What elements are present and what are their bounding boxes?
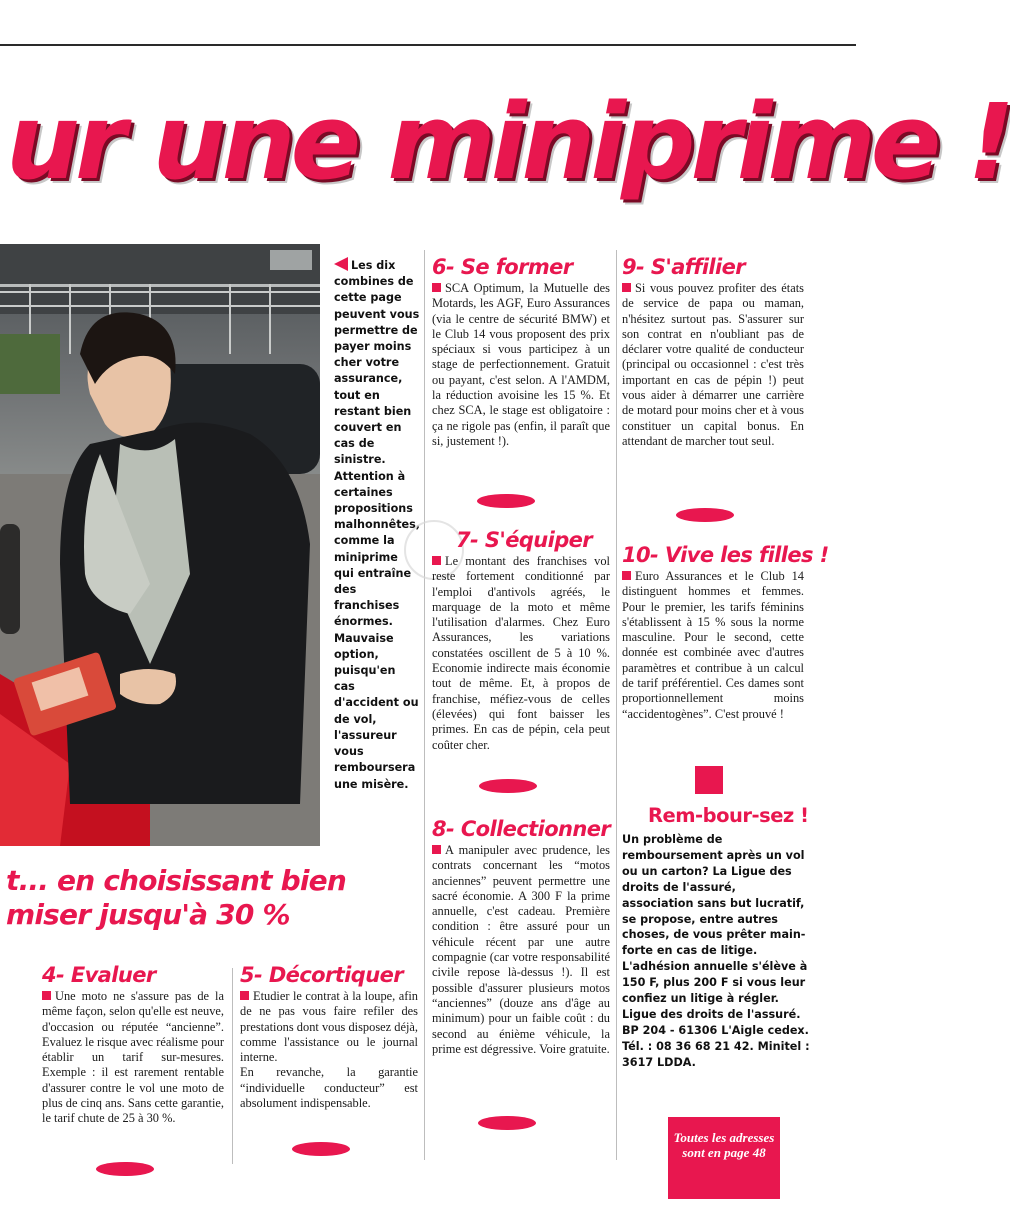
section-5	[240, 963, 418, 1111]
bullet-icon	[622, 571, 631, 580]
section-7-title: 7- S'équiper	[456, 528, 593, 552]
section-5-title: 5- Décortiquer	[240, 963, 403, 987]
section-4-title: 4- Evaluer	[42, 963, 156, 987]
photo-caption	[334, 257, 420, 793]
addresses-box: Toutes les adresses sont en page 48	[668, 1117, 780, 1199]
section-4	[42, 963, 224, 1127]
bullet-icon	[42, 991, 51, 1000]
rembourse-body: Un problème de remboursement après un vol ou un carton? La Ligue des droits de l'assuré, association sans but lucratif, se propose, entre autres choses, de vous prêter main-forte en cas de litige. L'adhésion annuelle s'élève à 150 F, plus 200 F si vous leur confiez un litige à régler. Ligue des droits de l'assuré. BP 204 - 61306 L'Aigle cedex. Tél. : 08 36 68 21 42. Minitel : 3617 LDDA.	[622, 833, 810, 1069]
section-10-title: 10- Vive les filles !	[622, 543, 829, 567]
section-6-title: 6- Se former	[432, 255, 573, 279]
bullet-icon	[432, 283, 441, 292]
section-7	[432, 528, 610, 753]
section-8-title: 8- Collectionner	[432, 817, 611, 841]
section-5-body: Etudier le contrat à la loupe, afin de ne pas vous faire refiler des prestations dont vous disposez déjà, comme l'assistance ou le journal interne. En revanche, la garantie “individuelle conducteur” est absolument indispensable.	[240, 989, 418, 1111]
bullet-icon	[240, 991, 249, 1000]
section-subhead	[6, 864, 426, 932]
rembourse-phone: Tél. : 08 36 68 21 42.	[622, 1039, 754, 1053]
caption-arrow-icon	[334, 257, 348, 271]
column-divider	[616, 250, 617, 1160]
subhead-line-2: miser jusqu'à 30 %	[6, 898, 290, 931]
bullet-icon	[432, 556, 441, 565]
section-separator	[96, 1162, 154, 1176]
section-9-title: 9- S'affilier	[622, 255, 746, 279]
bullet-icon	[432, 845, 441, 854]
rider-photo-illustration	[0, 244, 320, 846]
rembourse-sidebar	[622, 804, 810, 1071]
section-separator	[479, 779, 537, 793]
rembourse-minitel: Minitel : 3617 LDDA.	[622, 1039, 810, 1069]
page-headline: ur une miniprime !	[6, 81, 1010, 203]
rembourse-title: Rem-bour-sez !	[648, 804, 809, 827]
section-separator	[477, 494, 535, 508]
section-separator	[478, 1116, 536, 1130]
column-divider	[424, 250, 425, 1160]
section-8-body: A manipuler avec prudence, les contrats concernant les “motos anciennes” peuvent permettre une sacré économie. A 300 F la prime annuelle, c'est cadeau. Première condition : être assuré pour un véhicule récent par une autre compagnie (car votre responsabilité civile repose là-dessus !). Il est possible d'assurer plusieurs motos “anciennes” (douze ans d'âge au minimum) pour un faible coût : du second au énième véhicule, la prime est dégressive. Voire gratuite.	[432, 843, 610, 1056]
rembourse-address: Ligue des droits de l'assuré. BP 204 - 61306 L'Aigle cedex.	[622, 1007, 809, 1037]
section-9-body: Si vous pouvez profiter des états de service de papa ou maman, n'hésitez surtout pas. S'assurer sur son contrat en n'oubliant pas de déclarer votre qualité de conducteur (principal ou occasionnel : c'est très important en cas de pépin !) peut vous aider à démarrer une carrière de motard pour moins cher et à vous constituer un capital bonus. En attendant de marcher tout seul.	[622, 281, 804, 448]
top-rule	[0, 44, 856, 46]
section-7-body: Le montant des franchises vol reste fortement conditionné par l'emploi d'antivols agréés, le marquage de la moto et même l'utilisation d'alarmes. Chez Euro Assurances, les variations constatées oscillent de 5 à 10 %. Economie indirecte mais économie tout de même. Et, à propos de franchise, méfiez-vous de celles (élevées) qui font baisser les primes. En cas de pépin, cela peut coûter cher.	[432, 554, 610, 752]
section-separator	[292, 1142, 350, 1156]
column-divider	[232, 968, 233, 1164]
section-4-body: Une moto ne s'assure pas de la même façon, selon qu'elle est neuve, d'occasion ou réputée “ancienne”. Evaluez le risque avec réalisme pour établir un tarif sur-mesures. Exemple : il est rarement rentable d'assurer contre le vol une moto de plus de cinq ans. Sans cette garantie, le tarif chute de 25 à 30 %.	[42, 989, 224, 1126]
caption-text: Les dix combines de cette page peuvent vous permettre de payer moins cher votre assurance, tout en restant bien couvert en cas de sinistre. Attention à certaines propositions malhonnêtes, comme la miniprime qui entraîne des franchises énormes. Mauvaise option, puisqu'en cas d'accident ou de vol, l'assureur vous remboursera une misère.	[334, 259, 421, 791]
subhead-line-1: t... en choisissant bien	[6, 864, 347, 897]
bullet-icon	[622, 283, 631, 292]
section-9	[622, 255, 804, 449]
section-10-body: Euro Assurances et le Club 14 distinguent hommes et femmes. Pour le premier, les tarifs féminins s'établissent à 15 % sous la norme masculine. Pour le second, cette donnée est combinée avec d'autres paramètres et contribue à un calcul de tarif préférentiel. Ces dames sont proportionnellement moins “accidentogènes”. C'est prouvé !	[622, 569, 804, 721]
section-separator	[676, 508, 734, 522]
section-10	[622, 543, 829, 722]
rider-photo	[0, 244, 320, 846]
section-6	[432, 255, 610, 449]
section-8	[432, 817, 610, 1057]
red-square-icon	[695, 766, 723, 794]
section-6-body: SCA Optimum, la Mutuelle des Motards, les AGF, Euro Assurances (via le centre de sécurité BMW) et le Club 14 vous proposent des prix spéciaux si vous participez à un stage de perfectionnement. Gratuit ou payant, c'est selon. A l'AMDM, la réduction avoisine les 15 %. Et chez SCA, le stage est obligatoire : ça ne rigole pas (enfin, il paraît que si, justement !).	[432, 281, 610, 448]
